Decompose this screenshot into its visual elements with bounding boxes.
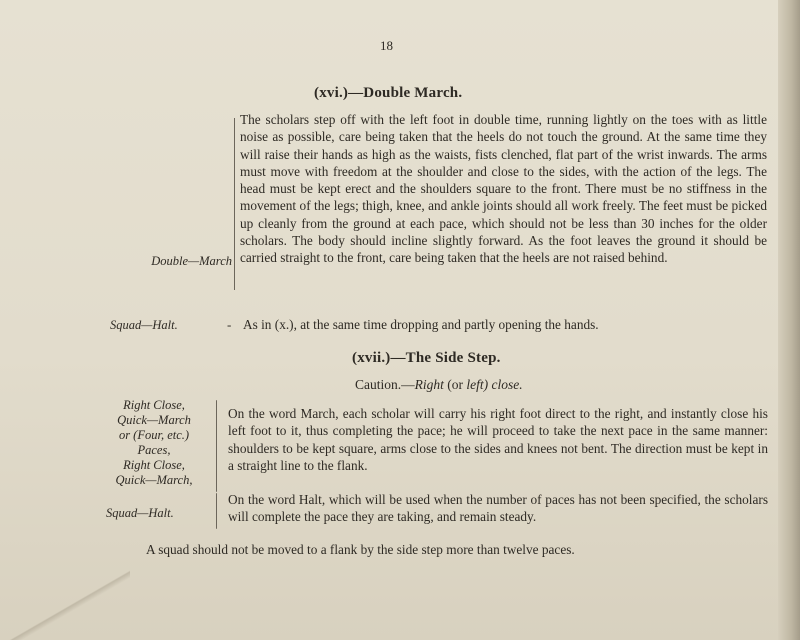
brace-double-march xyxy=(234,118,235,290)
margin-dash: - xyxy=(227,317,232,332)
margin-note-side-step xyxy=(100,398,208,488)
margin-line-3: or (Four, etc.) xyxy=(118,428,190,442)
caution-word-right: Right xyxy=(414,377,444,392)
margin-line-2: Quick—March xyxy=(117,413,191,427)
margin-note-double-march: Double—March xyxy=(151,254,232,268)
page-corner-crease xyxy=(0,560,130,640)
footer-paragraph: A squad should not be moved to a flank by the side step more than twelve paces. xyxy=(146,542,575,557)
page-binding-shadow xyxy=(778,0,800,640)
margin-line-5: Right Close, xyxy=(123,458,185,472)
paragraph-side-step: On the word March, each scholar will carry his right foot direct to the right, and instantly close his left foot to it, thus completing the pace; he will proceed to take the next pace in the same manner: shoulders to be kept square, arms close to the sides and knees not bent. The direction must be kept in a straight line to the flank. xyxy=(228,406,768,473)
section-heading-side-step: (xvii.)—The Side Step. xyxy=(352,350,501,366)
margin-note-squad-halt-1: Squad—Halt. xyxy=(110,318,178,332)
caution-word-left: left) xyxy=(466,377,489,392)
margin-line-4: Paces, xyxy=(137,443,171,457)
margin-line-1: Right Close, xyxy=(123,398,185,412)
margin-line-6: Quick—March, xyxy=(115,473,193,487)
paragraph-double-march: The scholars step off with the left foot in double time, running lightly on the toes with as little noise as possible, care being taken that the heels do not touch the ground. At the same time they will raise their hands as high as the waists, fists clenched, flat part of the wrist inwards. The arms must move with freedom at the shoulder and close to the sides, with the action of the legs. The head must be kept erect and the shoulders square to the front. There must be no stiffness in the movement of the legs; thigh, knee, and ankle joints should all work freely. The feet must be picked up cleanly from the ground at each pace, which should not be less than 30 inches for the older scholars. The body should incline slightly forward. As the foot leaves the ground it should be carried straight to the front, care being taken that the heels are not raised behind. xyxy=(240,112,767,266)
brace-side-step xyxy=(216,400,217,492)
brace-squad-halt-2 xyxy=(216,493,217,529)
paragraph-squad-halt-2: On the word Halt, which will be used when the number of paces has not been specified, the scholars will complete the pace they are taking, and remain steady. xyxy=(228,492,768,525)
caution-prefix: Caution.— xyxy=(355,377,415,392)
section-heading-double-march: (xvi.)—Double March. xyxy=(314,85,463,101)
caution-word-close: close. xyxy=(491,377,523,392)
caution-line xyxy=(355,377,523,393)
paragraph-squad-halt-1: As in (x.), at the same time dropping and partly opening the hands. xyxy=(243,317,599,332)
caution-or: (or xyxy=(447,377,463,392)
margin-note-squad-halt-2: Squad—Halt. xyxy=(106,506,174,520)
page-number: 18 xyxy=(380,38,393,53)
